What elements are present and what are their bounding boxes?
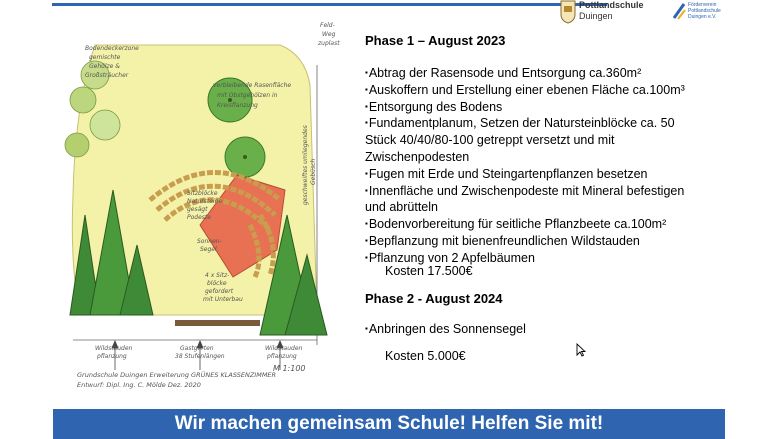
foerderverein-line2: Pottlandschule [688, 8, 721, 14]
foerderverein-logo [672, 0, 742, 34]
phase1-item-continued: Stück 40/40/80-100 getreppt versetzt und mit [365, 133, 615, 148]
phase1-title: Phase 1 – August 2023 [365, 33, 506, 48]
label-center-1: verbleibende Rasenfläche [213, 82, 292, 89]
sketch-footer-1: Grundschule Duingen Erweiterung GRÜNES KLASSENZIMMER [77, 371, 277, 379]
garden-plan-sketch [55, 15, 360, 390]
school-logo-town: Duingen [579, 11, 613, 21]
top-divider-line [52, 3, 607, 6]
phase1-item: ▪ Entsorgung des Bodens [365, 99, 765, 116]
phase2-title: Phase 2 - August 2024 [365, 291, 503, 306]
label-bottom-2: pflanzung [97, 353, 127, 360]
label-bottom-3: Gastgarten [180, 345, 214, 352]
banner-text: Wir machen gemeinsam Schule! Helfen Sie mit! [174, 413, 604, 434]
label-bottom-center-2: blöcke [207, 280, 227, 287]
label-center-2: mit Obstgehölzen in [217, 92, 278, 99]
mouse-pointer-icon [576, 343, 586, 357]
label-bottom-center-4: mit Unterbau [203, 296, 243, 303]
label-top-left-4: Großsträucher [85, 72, 129, 79]
phase1-item: ▪ Bodenvorbereitung für seitliche Pflanzbeete ca.100m² [365, 216, 765, 233]
label-sail-2: Segel [200, 246, 217, 253]
school-crest-icon [560, 0, 576, 24]
school-logo-name: Pottlandschule [579, 0, 644, 10]
label-sail-1: Sonnen- [197, 238, 222, 245]
apple-tree-lower [225, 137, 265, 177]
bottom-edge-bed [175, 320, 260, 326]
phase2-cost: Kosten 5.000€ [385, 349, 466, 363]
label-top-left-3: Gehölze & [89, 63, 120, 70]
label-top-left-2: gemischte [89, 54, 121, 61]
phase1-item-continued: und abrütteln [365, 200, 438, 215]
label-bottom-center-1: 4 x Sitz- [205, 272, 230, 279]
foerderverein-line1: Förderverein [688, 2, 717, 8]
label-bottom-center-3: gefordert [205, 288, 234, 295]
label-right-side-2: Gebüsch [310, 158, 317, 185]
label-blocks-3: gesägt [187, 206, 208, 213]
label-bottom-5: Wildstauden [265, 345, 303, 352]
phase2-item: ▪ Anbringen des Sonnensegel [365, 321, 765, 338]
school-logo [560, 0, 660, 34]
label-bottom-1: Wildstauden [95, 345, 133, 352]
call-to-action-banner [53, 409, 725, 439]
phase1-item-continued: Zwischenpodesten [365, 149, 470, 164]
phase2-list [365, 321, 765, 338]
label-top-right-2: Weg [322, 31, 336, 38]
label-top-right-3: zuplast [318, 40, 340, 47]
label-center-3: Kreisflanzung [217, 102, 258, 109]
sketch-scale: M 1:100 [273, 364, 306, 373]
sketch-footer-2: Entwurf: Dipl. Ing. C. Mölde Dez. 2020 [77, 381, 201, 389]
foerderverein-line3: Duingen e.V. [688, 14, 717, 20]
phase1-item: ▪ Auskoffern und Erstellung einer ebenen Fläche ca.100m³ [365, 82, 765, 99]
phase1-cost: Kosten 17.500€ [385, 264, 473, 278]
phase1-item: ▪ Fundamentplanum, Setzen der Natursteinblöcke ca. 50 [365, 115, 765, 132]
foerderverein-mark-icon [672, 2, 686, 20]
label-top-right-1: Feld- [320, 22, 335, 29]
label-blocks-1: Sitzblöcke [187, 190, 218, 197]
phase1-item: ▪ Bepflanzung mit bienenfreundlichen Wildstauden [365, 233, 765, 250]
label-right-side-1: geschweiftes umliegendes [302, 125, 309, 205]
phase1-item: ▪ Innenfläche und Zwischenpodeste mit Mineral befestigen [365, 183, 765, 200]
label-blocks-2: Natursteine [187, 198, 223, 205]
phase1-list [365, 65, 765, 267]
phase1-item: ▪ Fugen mit Erde und Steingartenpflanzen besetzen [365, 166, 765, 183]
label-bottom-4: 38 Stufenlängen [175, 353, 225, 360]
phase1-item: ▪ Pflanzung von 2 Apfelbäumen [365, 250, 765, 267]
label-blocks-4: Podeste [187, 214, 211, 221]
label-top-left-1: Bodendeckerzone [85, 45, 139, 52]
phase1-item: ▪ Abtrag der Rasensode und Entsorgung ca.360m² [365, 65, 765, 82]
label-bottom-6: pflanzung [267, 353, 297, 360]
